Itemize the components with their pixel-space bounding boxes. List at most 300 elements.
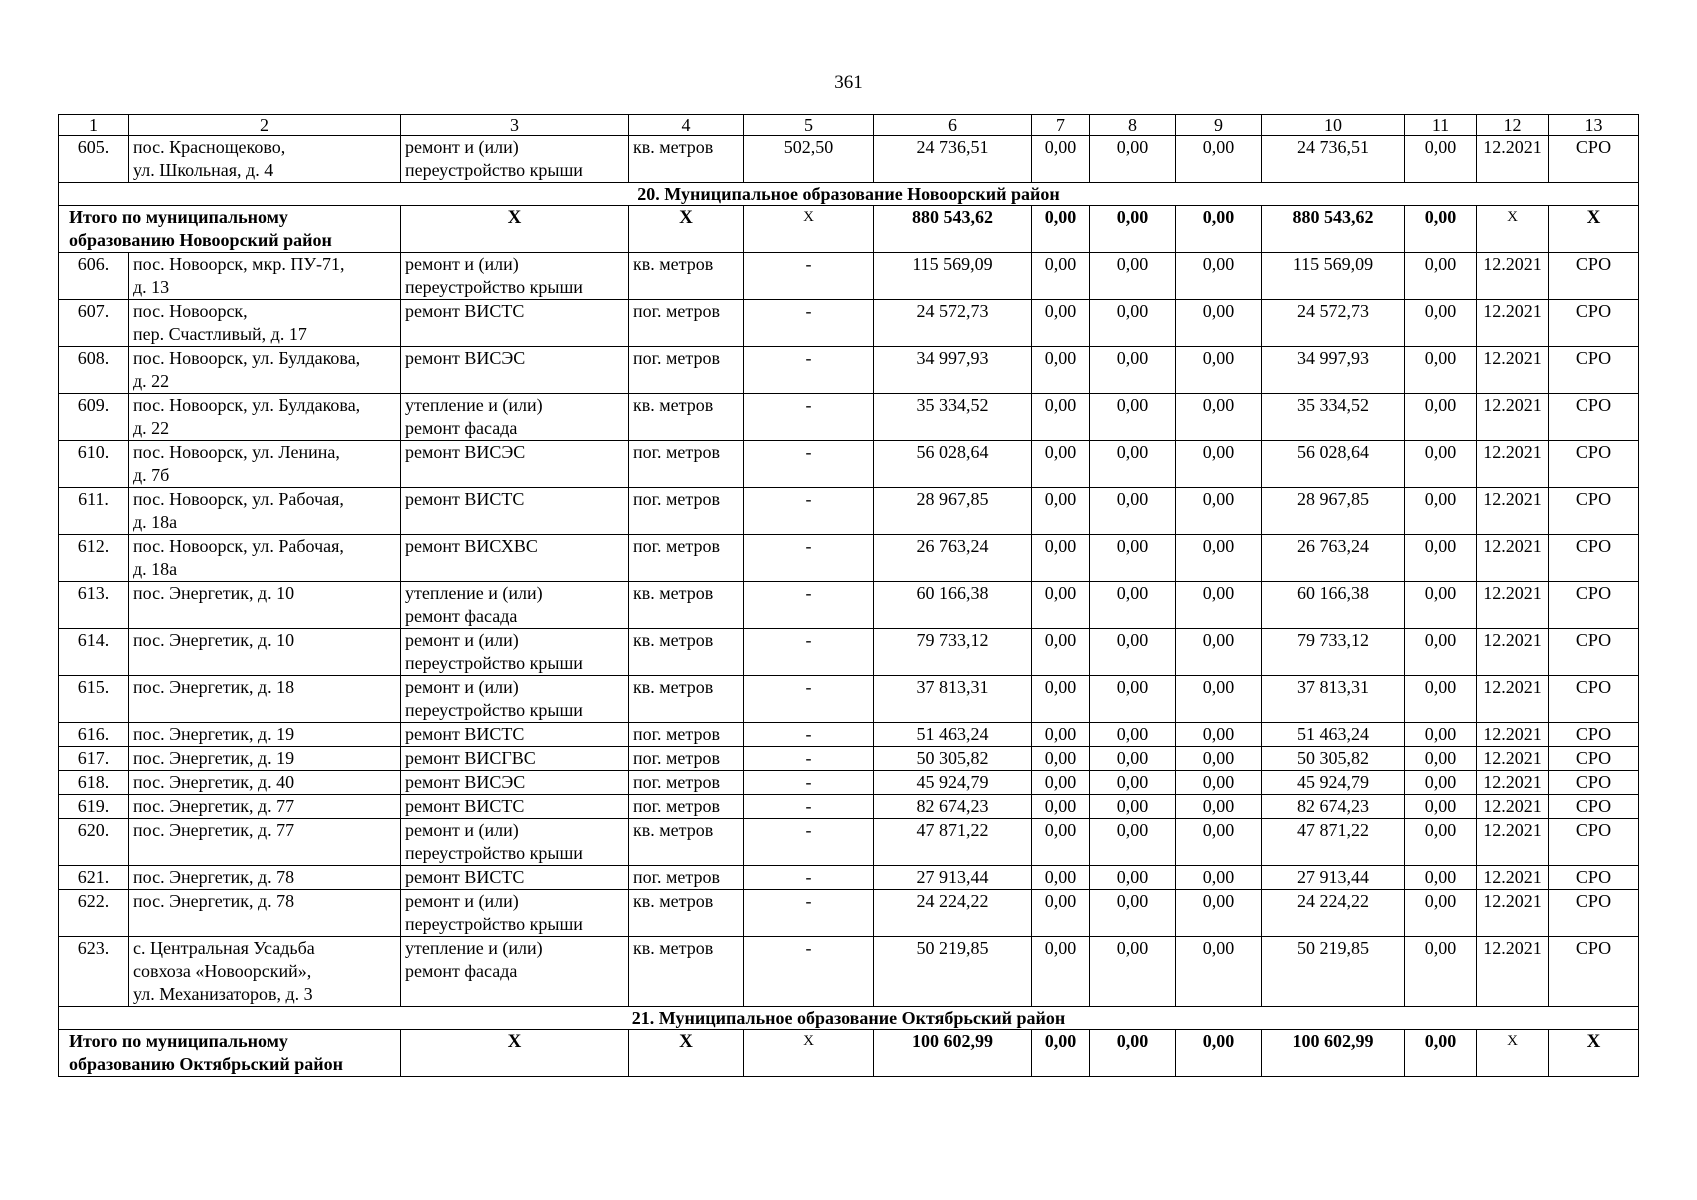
executor-cell: СРО	[1549, 535, 1639, 582]
value-cell: 51 463,24	[1262, 723, 1405, 747]
address-line: пос. Энергетик, д. 40	[133, 772, 295, 792]
address-cell	[129, 347, 401, 394]
work-type-line: утепление и (или)	[405, 395, 543, 415]
deadline-cell: 12.2021	[1477, 866, 1549, 890]
work-type-line: ремонт и (или)	[405, 891, 519, 911]
value-cell: 0,00	[1032, 866, 1090, 890]
deadline-cell: 12.2021	[1477, 441, 1549, 488]
total-value: 100 602,99	[874, 1030, 1032, 1077]
value-cell: 35 334,52	[1262, 394, 1405, 441]
executor-cell: СРО	[1549, 771, 1639, 795]
address-line: пос. Энергетик, д. 19	[133, 748, 295, 768]
unit-cell: кв. метров	[629, 253, 744, 300]
total-row	[59, 206, 1639, 253]
address-line: пос. Новоорск,	[133, 301, 248, 321]
executor-cell: СРО	[1549, 890, 1639, 937]
executor-cell: СРО	[1549, 300, 1639, 347]
address-line: пос. Новоорск, ул. Ленина,	[133, 442, 340, 462]
address-cell	[129, 866, 401, 890]
work-type-cell	[401, 488, 629, 535]
value-cell: -	[744, 937, 874, 1007]
executor-cell: СРО	[1549, 394, 1639, 441]
work-type-line: ремонт ВИСТС	[405, 301, 525, 321]
section-heading-row	[59, 183, 1639, 206]
work-type-line: ремонт ВИСЭС	[405, 442, 526, 462]
address-cell	[129, 535, 401, 582]
address-line: пос. Новоорск, ул. Рабочая,	[133, 489, 344, 509]
table-row	[59, 771, 1639, 795]
x-mark: Х	[744, 206, 874, 253]
executor-cell: СРО	[1549, 488, 1639, 535]
address-line: ул. Школьная, д. 4	[133, 160, 274, 180]
value-cell: 79 733,12	[1262, 629, 1405, 676]
executor-cell: СРО	[1549, 795, 1639, 819]
executor-cell: СРО	[1549, 937, 1639, 1007]
total-label-line: образованию Новоорский район	[69, 230, 332, 250]
total-value: 0,00	[1405, 206, 1477, 253]
row-number: 611.	[59, 488, 129, 535]
value-cell: 0,00	[1090, 394, 1176, 441]
value-cell: 0,00	[1032, 488, 1090, 535]
address-line: пос. Энергетик, д. 78	[133, 867, 295, 887]
unit-cell: кв. метров	[629, 136, 744, 183]
row-number: 617.	[59, 747, 129, 771]
row-number: 612.	[59, 535, 129, 582]
table-row	[59, 890, 1639, 937]
address-cell	[129, 795, 401, 819]
executor-cell: СРО	[1549, 582, 1639, 629]
work-type-line: ремонт и (или)	[405, 820, 519, 840]
address-line: пос. Энергетик, д. 78	[133, 891, 295, 911]
work-type-line: ремонт ВИСЭС	[405, 772, 526, 792]
unit-cell: кв. метров	[629, 890, 744, 937]
x-mark: Х	[1477, 206, 1549, 253]
work-type-cell	[401, 747, 629, 771]
value-cell: 0,00	[1176, 771, 1262, 795]
value-cell: 0,00	[1405, 723, 1477, 747]
address-line: пос. Энергетик, д. 19	[133, 724, 295, 744]
value-cell: 0,00	[1032, 347, 1090, 394]
address-line: пос. Краснощеково,	[133, 137, 286, 157]
value-cell: 0,00	[1176, 394, 1262, 441]
value-cell: 0,00	[1090, 795, 1176, 819]
value-cell: 0,00	[1090, 771, 1176, 795]
value-cell: 0,00	[1090, 937, 1176, 1007]
value-cell: 0,00	[1090, 629, 1176, 676]
value-cell: 0,00	[1090, 890, 1176, 937]
address-cell	[129, 723, 401, 747]
unit-cell: кв. метров	[629, 676, 744, 723]
value-cell: 115 569,09	[1262, 253, 1405, 300]
executor-cell: СРО	[1549, 676, 1639, 723]
value-cell: 0,00	[1176, 890, 1262, 937]
total-label-line: образованию Октябрьский район	[69, 1054, 344, 1074]
work-type-line: переустройство крыши	[405, 160, 583, 180]
total-value: 0,00	[1176, 1030, 1262, 1077]
value-cell: 0,00	[1176, 300, 1262, 347]
work-type-cell	[401, 795, 629, 819]
row-number: 606.	[59, 253, 129, 300]
work-type-cell	[401, 937, 629, 1007]
address-line: пос. Новоорск, ул. Булдакова,	[133, 395, 361, 415]
row-number: 618.	[59, 771, 129, 795]
value-cell: 0,00	[1032, 795, 1090, 819]
unit-cell: пог. метров	[629, 866, 744, 890]
address-cell	[129, 441, 401, 488]
value-cell: 0,00	[1176, 347, 1262, 394]
value-cell: 0,00	[1176, 723, 1262, 747]
work-type-line: ремонт и (или)	[405, 630, 519, 650]
section-title: 20. Муниципальное образование Новоорский район	[59, 183, 1639, 206]
value-cell: 0,00	[1032, 136, 1090, 183]
address-line: пос. Энергетик, д. 77	[133, 796, 295, 816]
unit-cell: пог. метров	[629, 347, 744, 394]
total-value: 0,00	[1090, 1030, 1176, 1077]
work-type-cell	[401, 394, 629, 441]
value-cell: 0,00	[1032, 582, 1090, 629]
total-row	[59, 1030, 1639, 1077]
work-type-cell	[401, 253, 629, 300]
deadline-cell: 12.2021	[1477, 347, 1549, 394]
value-cell: 0,00	[1405, 582, 1477, 629]
value-cell: 0,00	[1090, 747, 1176, 771]
column-header: 8	[1090, 115, 1176, 136]
work-type-line: ремонт ВИСТС	[405, 724, 525, 744]
unit-cell: пог. метров	[629, 535, 744, 582]
table-row	[59, 747, 1639, 771]
value-cell: 0,00	[1032, 937, 1090, 1007]
work-type-cell	[401, 819, 629, 866]
deadline-cell: 12.2021	[1477, 253, 1549, 300]
value-cell: 0,00	[1405, 394, 1477, 441]
value-cell: -	[744, 535, 874, 582]
row-number: 609.	[59, 394, 129, 441]
unit-cell: пог. метров	[629, 747, 744, 771]
x-mark: Х	[1549, 206, 1639, 253]
value-cell: 82 674,23	[1262, 795, 1405, 819]
value-cell: 0,00	[1405, 488, 1477, 535]
column-header: 7	[1032, 115, 1090, 136]
column-header: 13	[1549, 115, 1639, 136]
value-cell: 0,00	[1176, 795, 1262, 819]
table-row	[59, 488, 1639, 535]
value-cell: 60 166,38	[1262, 582, 1405, 629]
value-cell: 0,00	[1032, 819, 1090, 866]
value-cell: 0,00	[1090, 535, 1176, 582]
total-label	[59, 206, 401, 253]
address-line: д. 18а	[133, 512, 178, 532]
value-cell: -	[744, 771, 874, 795]
total-label-line: Итого по муниципальному	[69, 207, 288, 227]
value-cell: -	[744, 795, 874, 819]
address-line: ул. Механизаторов, д. 3	[133, 984, 313, 1004]
address-line: совхоза «Новоорский»,	[133, 961, 312, 981]
work-type-line: ремонт фасада	[405, 961, 518, 981]
unit-cell: пог. метров	[629, 300, 744, 347]
total-label-line: Итого по муниципальному	[69, 1031, 288, 1051]
executor-cell: СРО	[1549, 136, 1639, 183]
value-cell: 28 967,85	[1262, 488, 1405, 535]
work-type-line: ремонт ВИСГВС	[405, 748, 536, 768]
address-line: пос. Энергетик, д. 18	[133, 677, 295, 697]
value-cell: 0,00	[1405, 347, 1477, 394]
work-type-line: ремонт и (или)	[405, 254, 519, 274]
column-header: 12	[1477, 115, 1549, 136]
value-cell: -	[744, 347, 874, 394]
row-number: 615.	[59, 676, 129, 723]
value-cell: 24 572,73	[1262, 300, 1405, 347]
value-cell: 37 813,31	[1262, 676, 1405, 723]
value-cell: -	[744, 629, 874, 676]
work-type-cell	[401, 136, 629, 183]
value-cell: 0,00	[1032, 441, 1090, 488]
value-cell: -	[744, 488, 874, 535]
row-number: 623.	[59, 937, 129, 1007]
value-cell: 0,00	[1032, 535, 1090, 582]
address-cell	[129, 819, 401, 866]
row-number: 610.	[59, 441, 129, 488]
table-row	[59, 676, 1639, 723]
value-cell: 0,00	[1176, 136, 1262, 183]
work-type-line: ремонт ВИСТС	[405, 489, 525, 509]
total-value: 880 543,62	[1262, 206, 1405, 253]
value-cell: -	[744, 890, 874, 937]
x-mark: Х	[744, 1030, 874, 1077]
value-cell: 0,00	[1176, 253, 1262, 300]
deadline-cell: 12.2021	[1477, 937, 1549, 1007]
executor-cell: СРО	[1549, 441, 1639, 488]
value-cell: 0,00	[1405, 795, 1477, 819]
deadline-cell: 12.2021	[1477, 676, 1549, 723]
value-cell: 0,00	[1176, 866, 1262, 890]
table-row	[59, 394, 1639, 441]
x-mark: Х	[1477, 1030, 1549, 1077]
table-row	[59, 300, 1639, 347]
address-line: д. 7б	[133, 465, 170, 485]
address-line: пос. Новоорск, мкр. ПУ-71,	[133, 254, 345, 274]
deadline-cell: 12.2021	[1477, 771, 1549, 795]
value-cell: 0,00	[1176, 937, 1262, 1007]
value-cell: 0,00	[1405, 629, 1477, 676]
table-row	[59, 629, 1639, 676]
executor-cell: СРО	[1549, 253, 1639, 300]
unit-cell: кв. метров	[629, 394, 744, 441]
row-number: 620.	[59, 819, 129, 866]
value-cell: 0,00	[1405, 866, 1477, 890]
table-row	[59, 253, 1639, 300]
deadline-cell: 12.2021	[1477, 890, 1549, 937]
work-type-cell	[401, 347, 629, 394]
value-cell: 0,00	[1032, 629, 1090, 676]
value-cell: 0,00	[1032, 676, 1090, 723]
section-heading-row	[59, 1007, 1639, 1030]
work-type-cell	[401, 629, 629, 676]
work-type-line: переустройство крыши	[405, 653, 583, 673]
executor-cell: СРО	[1549, 629, 1639, 676]
column-header: 6	[874, 115, 1032, 136]
executor-cell: СРО	[1549, 819, 1639, 866]
x-mark: Х	[629, 1030, 744, 1077]
address-line: д. 22	[133, 371, 170, 391]
value-cell: -	[744, 747, 874, 771]
address-cell	[129, 253, 401, 300]
value-cell: 0,00	[1090, 347, 1176, 394]
value-cell: 0,00	[1405, 676, 1477, 723]
value-cell: 34 997,93	[874, 347, 1032, 394]
column-header: 3	[401, 115, 629, 136]
value-cell: 50 219,85	[874, 937, 1032, 1007]
value-cell: -	[744, 253, 874, 300]
value-cell: 0,00	[1032, 890, 1090, 937]
value-cell: 502,50	[744, 136, 874, 183]
x-mark: Х	[1549, 1030, 1639, 1077]
value-cell: 24 224,22	[874, 890, 1032, 937]
total-label	[59, 1030, 401, 1077]
address-cell	[129, 394, 401, 441]
row-number: 608.	[59, 347, 129, 394]
value-cell: 0,00	[1405, 890, 1477, 937]
address-line: пос. Энергетик, д. 77	[133, 820, 295, 840]
column-header: 11	[1405, 115, 1477, 136]
value-cell: 82 674,23	[874, 795, 1032, 819]
table-row	[59, 937, 1639, 1007]
work-type-line: переустройство крыши	[405, 277, 583, 297]
row-number: 621.	[59, 866, 129, 890]
executor-cell: СРО	[1549, 866, 1639, 890]
deadline-cell: 12.2021	[1477, 747, 1549, 771]
row-number: 613.	[59, 582, 129, 629]
value-cell: 115 569,09	[874, 253, 1032, 300]
value-cell: 0,00	[1405, 253, 1477, 300]
work-type-line: переустройство крыши	[405, 914, 583, 934]
work-type-cell	[401, 535, 629, 582]
value-cell: 26 763,24	[1262, 535, 1405, 582]
address-line: пер. Счастливый, д. 17	[133, 324, 307, 344]
value-cell: 0,00	[1090, 488, 1176, 535]
work-type-cell	[401, 723, 629, 747]
address-line: пос. Новоорск, ул. Рабочая,	[133, 536, 344, 556]
value-cell: 50 219,85	[1262, 937, 1405, 1007]
value-cell: 0,00	[1032, 253, 1090, 300]
work-type-cell	[401, 676, 629, 723]
work-type-line: переустройство крыши	[405, 700, 583, 720]
row-number: 616.	[59, 723, 129, 747]
unit-cell: кв. метров	[629, 582, 744, 629]
column-number-header-row	[59, 115, 1639, 136]
work-type-line: ремонт ВИСХВС	[405, 536, 538, 556]
unit-cell: пог. метров	[629, 771, 744, 795]
address-cell	[129, 771, 401, 795]
value-cell: 0,00	[1176, 629, 1262, 676]
deadline-cell: 12.2021	[1477, 723, 1549, 747]
column-header: 5	[744, 115, 874, 136]
unit-cell: пог. метров	[629, 488, 744, 535]
value-cell: -	[744, 819, 874, 866]
table-row	[59, 136, 1639, 183]
table-row	[59, 535, 1639, 582]
work-type-line: утепление и (или)	[405, 938, 543, 958]
value-cell: 0,00	[1090, 582, 1176, 629]
address-line: пос. Энергетик, д. 10	[133, 630, 295, 650]
row-number: 622.	[59, 890, 129, 937]
value-cell: 24 736,51	[874, 136, 1032, 183]
value-cell: 0,00	[1176, 747, 1262, 771]
table-row	[59, 795, 1639, 819]
value-cell: -	[744, 723, 874, 747]
unit-cell: кв. метров	[629, 937, 744, 1007]
deadline-cell: 12.2021	[1477, 819, 1549, 866]
value-cell: 47 871,22	[1262, 819, 1405, 866]
value-cell: -	[744, 676, 874, 723]
total-value: 0,00	[1405, 1030, 1477, 1077]
unit-cell: кв. метров	[629, 819, 744, 866]
deadline-cell: 12.2021	[1477, 136, 1549, 183]
value-cell: 0,00	[1405, 819, 1477, 866]
work-type-cell	[401, 582, 629, 629]
executor-cell: СРО	[1549, 347, 1639, 394]
address-line: пос. Новоорск, ул. Булдакова,	[133, 348, 361, 368]
deadline-cell: 12.2021	[1477, 629, 1549, 676]
work-type-line: ремонт ВИСТС	[405, 867, 525, 887]
table-row	[59, 819, 1639, 866]
work-type-cell	[401, 771, 629, 795]
value-cell: 51 463,24	[874, 723, 1032, 747]
value-cell: 24 572,73	[874, 300, 1032, 347]
value-cell: 0,00	[1090, 136, 1176, 183]
address-cell	[129, 488, 401, 535]
value-cell: 0,00	[1090, 723, 1176, 747]
value-cell: 26 763,24	[874, 535, 1032, 582]
value-cell: -	[744, 866, 874, 890]
deadline-cell: 12.2021	[1477, 795, 1549, 819]
x-mark: Х	[629, 206, 744, 253]
value-cell: 0,00	[1176, 676, 1262, 723]
address-line: д. 13	[133, 277, 170, 297]
value-cell: 0,00	[1032, 300, 1090, 347]
unit-cell: пог. метров	[629, 723, 744, 747]
work-type-cell	[401, 300, 629, 347]
total-value: 100 602,99	[1262, 1030, 1405, 1077]
total-value: 880 543,62	[874, 206, 1032, 253]
value-cell: 28 967,85	[874, 488, 1032, 535]
value-cell: 24 736,51	[1262, 136, 1405, 183]
value-cell: -	[744, 300, 874, 347]
value-cell: 0,00	[1032, 747, 1090, 771]
value-cell: 60 166,38	[874, 582, 1032, 629]
work-type-line: переустройство крыши	[405, 843, 583, 863]
value-cell: 79 733,12	[874, 629, 1032, 676]
work-type-cell	[401, 890, 629, 937]
value-cell: 0,00	[1405, 136, 1477, 183]
repair-register-table	[58, 114, 1639, 1077]
value-cell: 45 924,79	[1262, 771, 1405, 795]
value-cell: 27 913,44	[874, 866, 1032, 890]
value-cell: 24 224,22	[1262, 890, 1405, 937]
row-number: 614.	[59, 629, 129, 676]
value-cell: 0,00	[1405, 771, 1477, 795]
deadline-cell: 12.2021	[1477, 488, 1549, 535]
value-cell: 0,00	[1176, 535, 1262, 582]
address-line: д. 18а	[133, 559, 178, 579]
deadline-cell: 12.2021	[1477, 394, 1549, 441]
work-type-line: ремонт фасада	[405, 606, 518, 626]
value-cell: -	[744, 394, 874, 441]
column-header: 2	[129, 115, 401, 136]
value-cell: 0,00	[1090, 819, 1176, 866]
value-cell: 0,00	[1032, 723, 1090, 747]
value-cell: 0,00	[1405, 300, 1477, 347]
page-number: 361	[834, 72, 863, 93]
